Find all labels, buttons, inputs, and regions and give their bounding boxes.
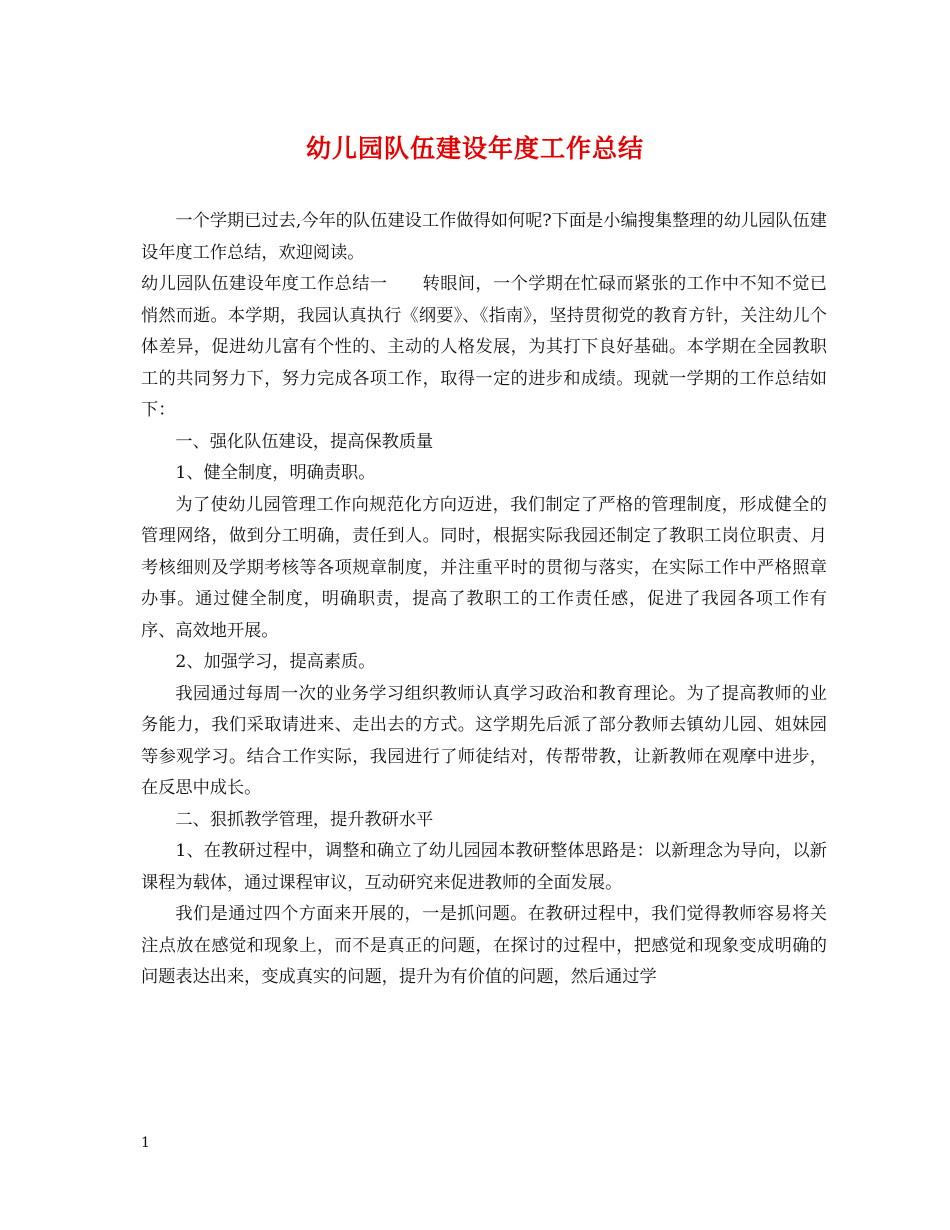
page-number: 1: [141, 1135, 150, 1151]
section-heading-2: 二、狠抓教学管理，提升教研水平: [175, 809, 434, 830]
paragraph-summary-one: 幼儿园队伍建设年度工作总结一 转眼间，一个学期在忙碌而紧张的工作中不知不觉已悄然而逝。本学期，我园认真执行《纲要》、《指南》，坚持贯彻党的教育方针，关注幼儿个体差异，促进幼儿富有个性的、主动的人格发展，为其打下良好基础。本学期在全园教职工的共同努力下，努力完成各项工作，取得一定的进步和成绩。现就一学期的工作总结如下：: [141, 274, 827, 420]
paragraph-research-approach: 1、在教研过程中，调整和确立了幼儿园园本教研整体思路是：以新理念为导向，以新课程为载体，通过课程审议，互动研究来促进教师的全面发展。: [141, 841, 827, 893]
paragraph-intro: 一个学期已过去,今年的队伍建设工作做得如何呢?下面是小编搜集整理的幼儿园队伍建设年度工作总结，欢迎阅读。: [141, 211, 827, 263]
document-body: [141, 206, 827, 994]
paragraph-management: 为了使幼儿园管理工作向规范化方向迈进，我们制定了严格的管理制度，形成健全的管理网络，做到分工明确，责任到人。同时，根据实际我园还制定了教职工岗位职责、月考核细则及学期考核等各项规章制度，并注重平时的贯彻与落实，在实际工作中严格照章办事。通过健全制度，明确职责，提高了教职工的工作责任感，促进了我园各项工作有序、高效地开展。: [141, 494, 827, 641]
paragraph-study: 我园通过每周一次的业务学习组织教师认真学习政治和教育理论。为了提高教师的业务能力，我们采取请进来、走出去的方式。这学期先后派了部分教师去镇幼儿园、姐妹园等参观学习。结合工作实际，我园进行了师徒结对，传帮带教，让新教师在观摩中进步，在反思中成长。: [141, 683, 827, 798]
subheading-1-1: 1、健全制度，明确责职。: [175, 463, 376, 483]
paragraph-four-aspects: 我们是通过四个方面来开展的，一是抓问题。在教研过程中，我们觉得教师容易将关注点放在感觉和现象上，而不是真正的问题，在探讨的过程中，把感觉和现象变成明确的问题表达出来，变成真实的问题，提升为有价值的问题，然后通过学: [141, 904, 827, 987]
section-heading-1: 一、强化队伍建设，提高保教质量: [175, 431, 434, 452]
document-title: 幼儿园队伍建设年度工作总结: [305, 134, 644, 163]
subheading-1-2: 2、加强学习，提高素质。: [175, 652, 376, 672]
